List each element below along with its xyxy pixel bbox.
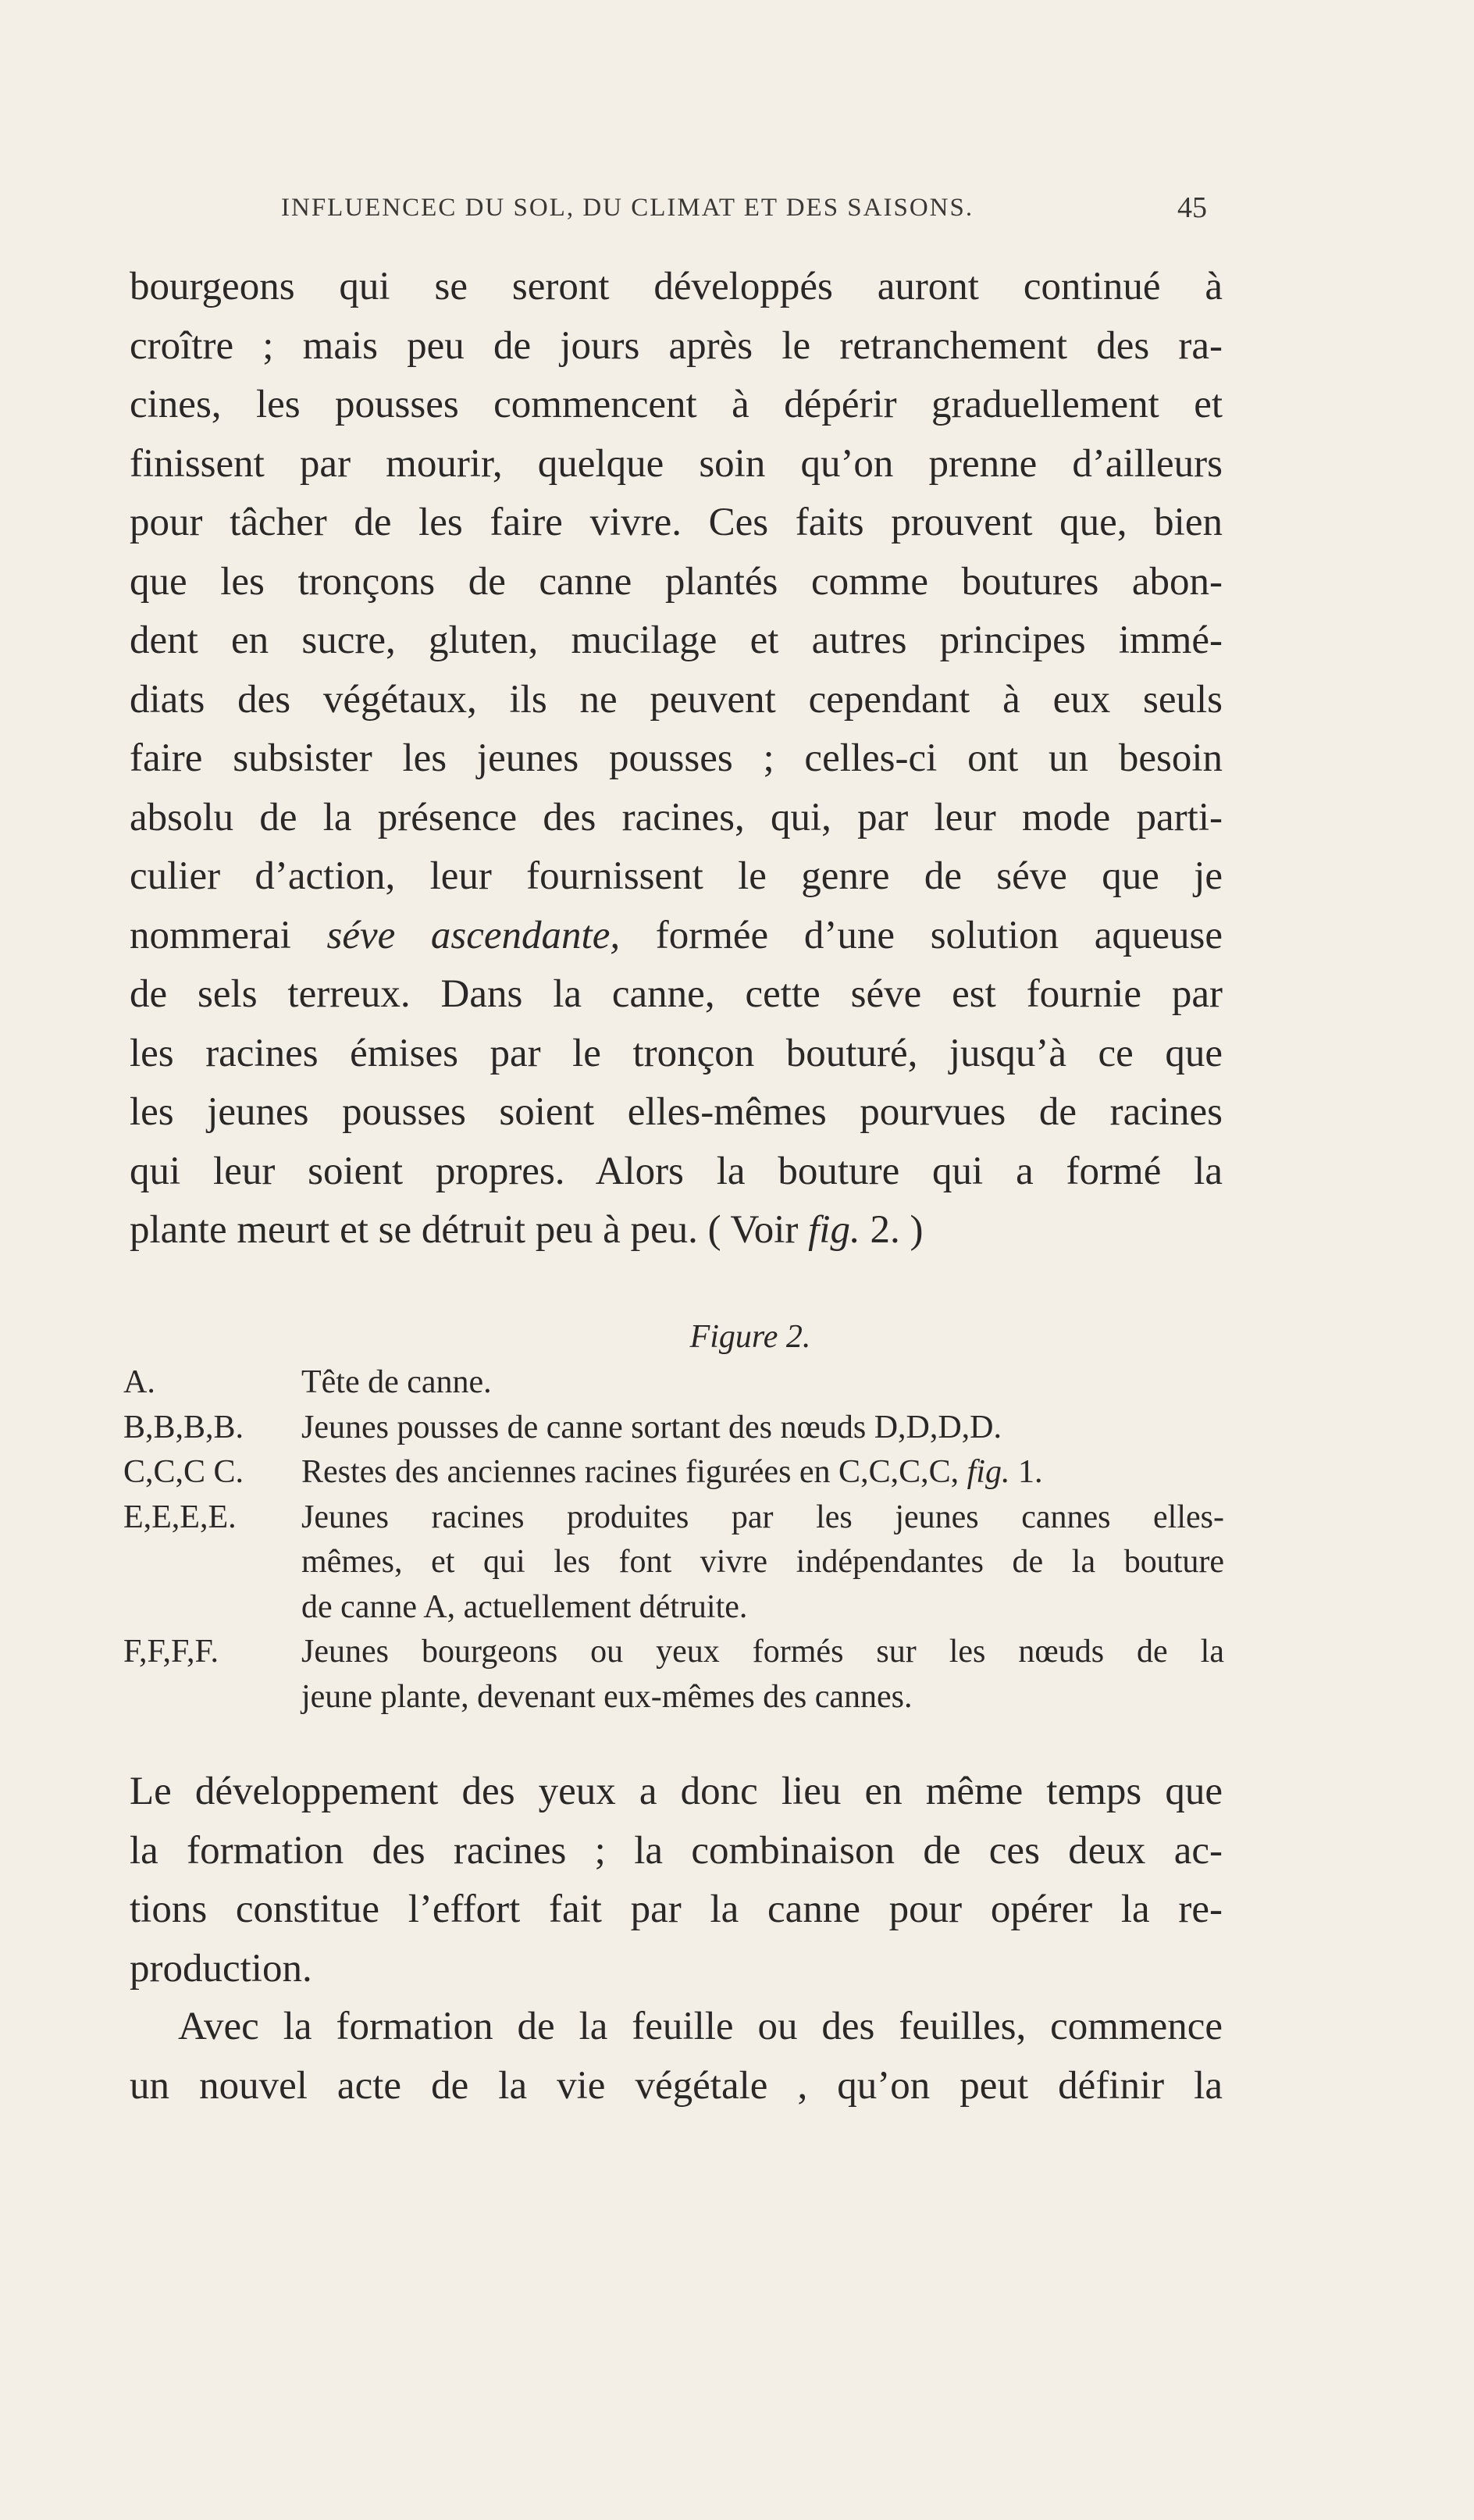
text-segment: plante meurt et se détruit peu à peu. ( Voir <box>130 1208 809 1252</box>
text-line: qui leur soient propres. Alors la bouture qui a formé la <box>130 1149 1223 1193</box>
text-segment: Restes des anciennes racines figurées en C,C,C,C, <box>301 1454 967 1490</box>
legend-description <box>301 1630 1224 1720</box>
text-line: bourgeons qui se seront développés auront continué à <box>130 265 1223 308</box>
text-segment: 2. ) <box>860 1208 924 1252</box>
text-line: faire subsister les jeunes pousses ; celles-ci ont un besoin <box>130 736 1223 780</box>
text-line-with-italic <box>130 907 1223 966</box>
text-line: de sels terreux. Dans la canne, cette séve est fournie par <box>130 972 1223 1016</box>
text-line-with-figure-ref <box>130 1201 1223 1260</box>
text-line: les jeunes pousses soient elles-mêmes pourvues de racines <box>130 1090 1223 1134</box>
text-line: un nouvel acte de la vie végétale , qu’on peut définir la <box>130 2063 1223 2108</box>
text-segment: formée d’une solution aqueuse <box>620 913 1223 957</box>
figure-reference: fig. <box>808 1208 860 1252</box>
text-line: pour tâcher de les faire vivre. Ces faits prouvent que, bien <box>130 501 1223 544</box>
text-line: diats des végétaux, ils ne peuvent cependant à eux seuls <box>130 677 1223 722</box>
text-line: Le développement des yeux a donc lieu en même temps que <box>130 1770 1223 1813</box>
text-line: finissent par mourir, quelque soin qu’on prenne d’ailleurs <box>130 441 1223 486</box>
legend-entry <box>123 1360 1224 1406</box>
running-title: INFLUENCEC DU SOL, DU CLIMAT ET DES SAISONS. <box>281 194 974 222</box>
legend-description <box>301 1450 1224 1495</box>
legend-key: B,B,B,B. <box>123 1409 244 1445</box>
figure-caption-title: Figure 2. <box>689 1319 811 1355</box>
legend-description <box>301 1495 1224 1631</box>
legend-line: jeune plante, devenant eux-mêmes des cannes. <box>301 1678 913 1715</box>
text-line: la formation des racines ; la combinaison de ces deux ac- <box>130 1828 1223 1873</box>
text-line: culier d’action, leur fournissent le genre de séve que je <box>130 854 1223 898</box>
legend-line: de canne A, actuellement détruite. <box>301 1588 748 1625</box>
paragraph-2 <box>130 1763 1223 1998</box>
figure-legend <box>123 1360 1224 1720</box>
legend-line: mêmes, et qui les font vivre indépendantes de la bouture <box>301 1544 1224 1580</box>
paragraph-3 <box>130 1998 1223 2115</box>
legend-description <box>301 1360 1224 1406</box>
text-segment: 1. <box>1009 1454 1043 1490</box>
italic-term: séve ascendante, <box>326 913 621 957</box>
text-line: production. <box>130 1946 312 1991</box>
paragraph-1 <box>130 258 1223 1260</box>
text-line: les racines émises par le tronçon bouturé, jusqu’à ce que <box>130 1031 1223 1075</box>
legend-key: F,F,F,F. <box>123 1634 219 1670</box>
text-segment: nommerai <box>130 913 327 957</box>
legend-description <box>301 1406 1224 1451</box>
legend-line: Jeunes pousses de canne sortant des nœuds D,D,D,D. <box>301 1409 1002 1445</box>
legend-key: E,E,E,E. <box>123 1499 237 1535</box>
legend-line: Jeunes bourgeons ou yeux formés sur les nœuds de la <box>301 1634 1224 1670</box>
legend-line: Jeunes racines produites par les jeunes cannes elles- <box>301 1499 1224 1535</box>
text-line: tions constitue l’effort fait par la canne pour opérer la re- <box>130 1887 1223 1931</box>
page-number: 45 <box>1177 191 1207 224</box>
text-line: cines, les pousses commencent à dépérir graduellement et <box>130 383 1223 426</box>
text-line: que les tronçons de canne plantés comme boutures abon- <box>130 559 1223 604</box>
legend-key: A. <box>123 1364 155 1400</box>
legend-key: C,C,C C. <box>123 1454 244 1490</box>
legend-line <box>301 1450 1224 1495</box>
legend-entry <box>123 1495 1224 1631</box>
legend-entry <box>123 1630 1224 1720</box>
text-line: croître ; mais peu de jours après le retranchement des ra- <box>130 323 1223 368</box>
text-line: Avec la formation de la feuille ou des feuilles, commence <box>178 2005 1223 2048</box>
legend-entry <box>123 1450 1224 1495</box>
legend-line: Tête de canne. <box>301 1364 492 1400</box>
text-line: absolu de la présence des racines, qui, par leur mode parti- <box>130 795 1223 839</box>
figure-reference: fig. <box>967 1454 1010 1490</box>
text-line: dent en sucre, gluten, mucilage et autres principes immé- <box>130 618 1223 662</box>
legend-entry <box>123 1406 1224 1451</box>
